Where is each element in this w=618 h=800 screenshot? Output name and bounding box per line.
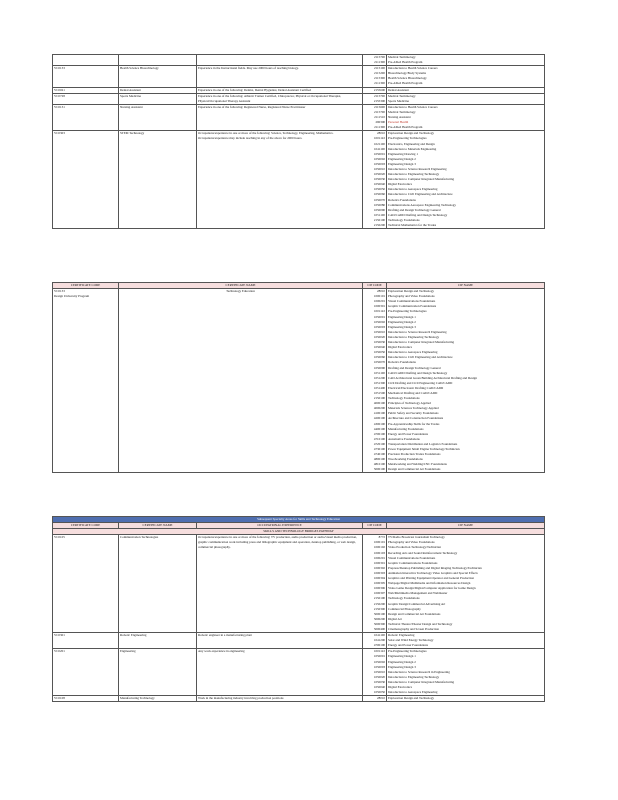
occupational-experience: Work in the manufacturing industry involving production positions xyxy=(197,696,363,702)
cip-name: Drafting and Design Technology General xyxy=(388,207,441,212)
cip-name: Public Safety and Security Foundations xyxy=(388,411,439,416)
cip-name: Web/Multimedia Management and Webmaster xyxy=(388,591,448,596)
cip-name: Introduction to Aerospace Engineering xyxy=(388,350,438,355)
cip-name: Introduction to Computer Integrated Manufacturing xyxy=(388,340,455,345)
cip-name: Digital Art xyxy=(388,616,402,621)
cip-code: 1021100 xyxy=(373,141,385,146)
cip-name: Introduction to Health Science Careers xyxy=(388,66,438,71)
cip-name: Mechanical Drafting and CAD/CADD xyxy=(388,390,438,395)
cip-code: 1050003 xyxy=(373,664,385,669)
cert-code: VC0301 xyxy=(53,633,119,649)
cip-code: 4730100 xyxy=(373,447,385,451)
table-row xyxy=(53,633,545,649)
cert-name: STEM Technology xyxy=(119,131,197,229)
cip-name: Transportation Distribution and Logistics Foundations xyxy=(388,441,458,446)
cip-code: 1050020 xyxy=(373,334,385,339)
cip-name: Pre-Apprenticeship Skills for the Trades xyxy=(388,421,440,426)
table-row xyxy=(53,55,545,66)
cip-name: Technology Foundations xyxy=(388,217,420,222)
cert-code: VC0108 xyxy=(53,696,119,702)
cert-name xyxy=(119,55,197,66)
cip-name: Architecture and Construction Foundations xyxy=(388,416,444,421)
cert-name: Sports Medicine xyxy=(119,93,197,104)
cip-name: Design and Commercial Art Foundations xyxy=(388,611,441,616)
cip-code: 1050002 xyxy=(373,319,385,324)
table-section-2 xyxy=(52,282,545,473)
table-row xyxy=(53,289,545,473)
cip-name: Visual Communications Foundations xyxy=(388,299,436,304)
cip-name: Graphics and Printing Equipment Operator and General Production xyxy=(388,576,474,581)
cip-code-list xyxy=(363,131,387,229)
cip-name: Pre-Allied Health Program xyxy=(388,125,423,130)
cert-code: VC0133 xyxy=(54,289,65,294)
cip-code: 2115700 xyxy=(373,55,385,59)
cip-code: 1000101 xyxy=(373,294,385,299)
cip-code: 2115600 xyxy=(373,104,385,109)
cip-code: 1050003 xyxy=(373,324,385,329)
cip-name: Video Game Design/Digital/Computer Application for Game Design xyxy=(388,586,476,591)
cip-name: CAD/CADD Drafting and Design Technology xyxy=(388,212,448,217)
section-band-title: Subsequent Specialty Areas for Skills and Technology Education xyxy=(53,517,545,523)
cip-code: 1050050 xyxy=(373,690,385,695)
cip-code: 1000102 xyxy=(373,545,385,550)
cip-name: Drafting and Design Technology General xyxy=(388,365,441,370)
cip-code: 1050003 xyxy=(373,161,385,166)
cip-name: Electronics, Engineering and Design xyxy=(388,141,435,146)
cip-name: Pre-Engineering Technologies xyxy=(388,649,427,654)
cip-name-list xyxy=(387,104,545,130)
cip-code: 1000101 xyxy=(373,540,385,545)
occupational-experience: Experience in one of the following: Dentist, Dental Hygienist, Dental Assistant Certified xyxy=(197,87,363,93)
cip-name: CAD Architectural Green Building Architectural Drafting and Design xyxy=(388,375,477,380)
cip-name: Visual Communications Foundations xyxy=(388,555,436,560)
cip-code: 2115100 xyxy=(373,66,385,71)
cip-name: Commercial Photography xyxy=(388,606,421,611)
cip-code: 2115200 xyxy=(373,71,385,76)
cip-name: Pre-Engineering Technologies xyxy=(388,309,427,314)
cip-name: Nursing Assistant xyxy=(388,115,411,120)
cip-code: 1000304 xyxy=(373,576,385,581)
cip-name: Materials Sciences Technology Applied xyxy=(388,406,439,411)
cip-name: Precision Production Trades Foundations xyxy=(388,452,441,457)
cip-name: Graphic Communication Foundations xyxy=(388,304,437,309)
cip-code: 4740100 xyxy=(373,452,385,457)
col-header-cipname: CIP NAME xyxy=(387,523,545,529)
cip-name: Electrical/Electronic Drafting CAD/CADD xyxy=(388,385,444,390)
cip-name: Introduction to Science Research in Engineering xyxy=(388,669,450,674)
cip-code: 28010 xyxy=(377,131,385,136)
cip-name: Digital Electronics xyxy=(388,182,412,187)
cip-name: Medical Terminology xyxy=(388,55,416,59)
cip-code: 1050040 xyxy=(373,345,385,350)
cip-code: 1050001 xyxy=(373,654,385,659)
cip-code: 4710100 xyxy=(373,436,385,441)
cip-code: 5000100 xyxy=(373,611,385,616)
table-row xyxy=(53,66,545,87)
cip-code: 2150100 xyxy=(373,596,385,601)
cip-name: Civil Drafting and Civil Engineering CAD/CADD xyxy=(388,380,453,385)
cip-name: Metalworking and Welding/CNC Foundations xyxy=(388,462,447,467)
cip-code: 1050040 xyxy=(373,182,385,187)
cip-name-list xyxy=(387,649,545,696)
cip-code: 1000301 xyxy=(373,560,385,565)
cip-code: 1050010 xyxy=(373,669,385,674)
cip-code: 28010 xyxy=(377,289,385,294)
cip-code: 1050040 xyxy=(373,685,385,689)
cip-code: 2111300 xyxy=(374,81,385,86)
cip-name: Graphic Design/Commercial Advertising Art xyxy=(388,601,446,606)
cip-name-list xyxy=(387,93,545,104)
cip-code: 4000100 xyxy=(373,401,385,406)
cip-code: 4700100 xyxy=(373,643,385,648)
cip-name: Robotics Foundations xyxy=(388,197,416,202)
col-header-code: CERTIFICATE CODE xyxy=(53,523,119,529)
cip-name: Webpage/Digital Multimedia and Information Resources Design xyxy=(388,581,471,586)
cip-code: 1050070 xyxy=(373,360,385,365)
cip-name: Exploration Design and Technology xyxy=(388,131,435,136)
cip-code: 1000302 xyxy=(373,565,385,570)
col-header-cip: CIP CODE xyxy=(363,523,387,529)
cip-name: Biotechnology/Body Systems xyxy=(388,71,426,76)
cert-code: VC0021 xyxy=(53,87,119,93)
cip-code: 1050070 xyxy=(373,197,385,202)
cip-name-list xyxy=(387,131,545,229)
cip-code: 1051300 xyxy=(373,380,385,385)
cip-name: TV/Radio Broadcast Journalism Technology xyxy=(388,535,445,540)
cip-code: 2150200 xyxy=(373,223,385,227)
cip-code: 1050030 xyxy=(373,177,385,182)
cip-code: 2155300 xyxy=(373,98,385,103)
cip-name: Engineering Design 3 xyxy=(388,161,416,166)
cip-code: 1050060 xyxy=(373,355,385,360)
cert-name: Manufacturing Technology xyxy=(119,696,197,702)
cip-code: 1050010 xyxy=(373,166,385,171)
occupational-experience: Experience in one of the following: Registered Nurse, Registered Nurse Practitioner xyxy=(197,104,363,130)
cip-name: Technical Theatre/Theater Design and Technology xyxy=(388,621,453,626)
cip-code: 1000201 xyxy=(373,299,385,304)
cert-code: VC0201 xyxy=(53,649,119,696)
cip-name: Power Equipment Small Engine Technology/Technician xyxy=(388,447,460,451)
cip-name: Engineering Design 1 xyxy=(388,654,416,659)
cip-code-list xyxy=(363,633,387,649)
cip-name-list xyxy=(387,535,545,633)
cip-code-list xyxy=(363,289,387,473)
cip-name: Energy and Power Foundations xyxy=(388,431,429,436)
cip-code: 5000400 xyxy=(373,626,385,631)
cip-code: 1050002 xyxy=(373,659,385,664)
cip-code: 2115300 xyxy=(373,76,385,81)
cip-code: 1050080 xyxy=(373,202,385,207)
cert-program: Design University Program xyxy=(54,294,90,299)
cip-code: 1051200 xyxy=(373,375,385,380)
cip-code: 1001122 xyxy=(373,136,385,141)
occupational-experience: Experience in the Instructional fields. May use 2000 hours of teaching biology. xyxy=(197,66,363,87)
cip-code: 1000303 xyxy=(373,570,385,575)
cip-code: 2115700 xyxy=(373,93,385,98)
cip-code: 1000306 xyxy=(373,586,385,591)
occupational-experience: Robotic engineer in a manufacturing plant xyxy=(197,633,363,649)
occupational-experience: Occupations/experience in one or more of the following: TV production, audio production or audio/visual media production, graphic communication work including press and lithographic equipment and operation, desktop publishing, or web design, commercial photography. xyxy=(197,535,363,633)
cip-name: Robotics Foundations xyxy=(388,360,416,365)
cip-code: 4100100 xyxy=(373,411,385,416)
cip-code: 2150300 xyxy=(373,606,385,611)
cip-code: 2111300 xyxy=(374,60,385,65)
cip-name: Pre-Allied Health Program xyxy=(388,60,423,65)
cip-name: Introduction to Materials Engineering xyxy=(388,146,437,151)
col-header-cip: CIP CODE xyxy=(363,283,387,289)
cip-name: Digital Electronics xyxy=(388,685,412,689)
cip-name: Pre-Allied Health Program xyxy=(388,81,423,86)
table-row xyxy=(53,696,545,702)
cip-code: 4000200 xyxy=(373,406,385,411)
cip-code: 1050030 xyxy=(373,679,385,684)
cip-code: 1001122 xyxy=(373,309,385,314)
occupational-experience: Experience in one of the following: Athletic Trainer Certified, Chiropractor, Physical or Occupational Therapist, Physical/Occupational Therapy Assistant xyxy=(197,93,363,104)
cip-code: 1000305 xyxy=(373,581,385,586)
table-row xyxy=(53,535,545,633)
cip-name: Video Production Technology/Technician xyxy=(388,545,441,550)
table-row xyxy=(53,104,545,130)
cip-name: Animation Interactive Technology Video Graphics and Special Effects xyxy=(388,570,478,575)
cip-name: Engineering Design 3 xyxy=(388,324,416,329)
occupational-experience: Any work experience in engineering xyxy=(197,649,363,696)
cip-code: 1050050 xyxy=(373,350,385,355)
cip-name: Technology Foundations xyxy=(388,596,420,601)
cip-name: Exploration Design and Technology xyxy=(388,289,435,294)
cip-name: Health Science Biotechnology xyxy=(388,76,427,81)
cip-code: 8772 xyxy=(378,535,385,540)
occupational-experience xyxy=(197,55,363,66)
cip-code-list xyxy=(363,93,387,104)
cip-code: 4400100 xyxy=(373,426,385,431)
cip-name: Engineering Design 2 xyxy=(388,156,416,161)
cip-name: Automotive Foundations xyxy=(388,436,420,441)
cip-name: Introduction to Aerospace Engineering xyxy=(388,690,438,695)
cip-code: 1051100 xyxy=(373,212,385,217)
cip-name: Engineering Design 2 xyxy=(388,659,416,664)
cip-code: 4810100 xyxy=(373,462,385,467)
cip-code: 1041100 xyxy=(373,633,385,638)
table-row xyxy=(53,649,545,696)
cert-name: Dental Assistant xyxy=(119,87,197,93)
cert-name: Health Science Biotechnology xyxy=(119,66,197,87)
cip-code: 1050001 xyxy=(373,314,385,319)
cip-code: 1050050 xyxy=(373,187,385,192)
cip-code: 1050020 xyxy=(373,172,385,177)
cip-code: 1050090 xyxy=(373,207,385,212)
cip-code: 1041200 xyxy=(373,638,385,643)
cert-code: VC0303 xyxy=(53,131,119,229)
cip-name: Engineering Design 2 xyxy=(388,319,416,324)
cert-code xyxy=(53,55,119,66)
cip-name-list xyxy=(387,289,545,473)
cip-code: 4200100 xyxy=(373,416,385,421)
cip-code: 5000100 xyxy=(373,467,385,472)
cip-code: 1050060 xyxy=(373,192,385,197)
cip-code: 1041100 xyxy=(373,146,385,151)
cip-name: Medical Terminology xyxy=(388,109,416,114)
cip-name: Sports Medicine xyxy=(388,98,409,103)
cert-name: Robotic Engineering xyxy=(119,633,197,649)
cip-code: 28010 xyxy=(377,696,385,701)
cip-name: Introduction to Civil Engineering and Architecture xyxy=(388,192,453,197)
cip-name: Introduction to Science Research Engineering xyxy=(388,166,447,171)
cip-name: CAD/CADD Drafting and Design Technology xyxy=(388,370,448,375)
cip-code: 2111510 xyxy=(374,115,385,120)
cip-code: 1000307 xyxy=(373,591,385,596)
cip-name: Solar and Wind Energy Technology xyxy=(388,638,434,643)
cip-name: Photography and Video Foundations xyxy=(388,294,435,299)
cip-name-list xyxy=(387,55,545,66)
cert-code: VC0105 xyxy=(53,535,119,633)
cip-name: Introduction to Engineering Technology xyxy=(388,334,440,339)
cip-code: 1051500 xyxy=(373,390,385,395)
cip-name: Graphic Communications Foundations xyxy=(388,560,438,565)
cip-name: Introduction to Engineering Technology xyxy=(388,172,440,177)
cip-code: 290300 xyxy=(375,120,385,125)
cip-code: 1001122 xyxy=(373,649,385,654)
cip-code: 1000103 xyxy=(373,550,385,555)
cip-name: Design and Commercial Art Foundations xyxy=(388,467,441,472)
cip-name-list xyxy=(387,633,545,649)
cert-code: VC0728 xyxy=(53,93,119,104)
cip-code: 1050030 xyxy=(373,340,385,345)
cert-name: Nursing Assistant xyxy=(119,104,197,130)
cip-code: 2111300 xyxy=(374,125,385,130)
cip-code: 2150100 xyxy=(373,396,385,401)
cip-name: Introduction to Computer Integrated Manufacturing xyxy=(388,177,455,182)
col-header-name: CERTIFICATE NAME xyxy=(119,283,363,289)
cip-name: Principles of Technology Applied xyxy=(388,401,431,406)
cip-code: 1051100 xyxy=(373,370,385,375)
cip-name: Medical Terminology xyxy=(388,93,416,98)
table-section-3 xyxy=(52,516,545,702)
cert-name: Communication Technologies xyxy=(119,535,197,633)
cip-code: 2155600 xyxy=(373,87,385,92)
cip-code: 1050020 xyxy=(373,674,385,679)
cip-name: Personal Health xyxy=(388,120,409,125)
cip-name: Introduction to Computer Integrated Manufacturing xyxy=(388,679,455,684)
cip-code: 1051400 xyxy=(373,385,385,390)
cip-code: 4700100 xyxy=(373,431,385,436)
cip-name: Pre-Engineering Technologies xyxy=(388,136,427,141)
cip-name: Robotic Engineering xyxy=(388,633,415,638)
cip-name: Recording Arts and Sound Reinforcement Technology xyxy=(388,550,458,555)
table-row xyxy=(53,131,545,229)
cip-code: 4720100 xyxy=(373,441,385,446)
pathway-title: SKILLS AND TECHNOLOGY BRIDGES PATHWAY xyxy=(53,529,545,535)
cip-code-list xyxy=(363,535,387,633)
cip-code-list xyxy=(363,649,387,696)
cip-name: Introduction to Science Research Engineering xyxy=(388,329,447,334)
cip-code: 1050090 xyxy=(373,365,385,370)
cip-name-list xyxy=(387,66,545,87)
cert-name: Technology Education xyxy=(119,289,363,473)
cip-code: 1050001 xyxy=(373,151,385,156)
table-row xyxy=(53,93,545,104)
cip-name: Technology Foundations xyxy=(388,396,420,401)
cip-name: Engineering Design 1 xyxy=(388,314,416,319)
col-header-cipname: CIP NAME xyxy=(387,283,545,289)
cip-name: Communications Aerospace Engineering Technology xyxy=(388,202,456,207)
cip-name: Engineering Design 3 xyxy=(388,664,416,669)
cip-name: Energy and Power Foundations xyxy=(388,643,429,648)
cip-code: 2115700 xyxy=(373,109,385,114)
cip-name-list xyxy=(387,696,545,702)
cert-code: VC0131 xyxy=(53,104,119,130)
table-section-1 xyxy=(52,54,545,229)
cip-name: Cinematography and Screen Production xyxy=(388,626,439,631)
cip-code: 4300100 xyxy=(373,421,385,426)
cip-name: Photography and Video Foundations xyxy=(388,540,435,545)
cip-code-list xyxy=(363,104,387,130)
cip-name: Manufacturing Foundations xyxy=(388,426,424,431)
cert-name: Engineering xyxy=(119,649,197,696)
cip-name: Introduction to Civil Engineering and Architecture xyxy=(388,355,453,360)
cip-name: Engineering Drawing 1 xyxy=(388,151,418,156)
cip-code-list xyxy=(363,66,387,87)
cip-code: 2150100 xyxy=(373,217,385,222)
cip-name: Introduction to Engineering Technology xyxy=(388,674,440,679)
cip-name: Technical Mathematics for the Trades xyxy=(388,223,437,227)
cip-code: 1050010 xyxy=(373,329,385,334)
cip-code: 4800100 xyxy=(373,457,385,462)
col-header-experience: OCCUPATIONAL EXPERIENCE xyxy=(197,523,363,529)
cip-code: 5000300 xyxy=(373,621,385,626)
cip-name: Dental Assistant xyxy=(388,87,409,92)
col-header-name: CERTIFICATE NAME xyxy=(119,523,197,529)
cip-code: 2150200 xyxy=(373,601,385,606)
cip-code: 1000301 xyxy=(373,304,385,309)
cip-code: 1000201 xyxy=(373,555,385,560)
cert-code: VC0133 xyxy=(53,66,119,87)
cip-code: 1050002 xyxy=(373,156,385,161)
cip-name: Introduction to Health Science Careers xyxy=(388,104,438,109)
cip-name: Prepress/Desktop Publishing and Digital Imaging Technology/Technician xyxy=(388,565,482,570)
cip-code-list xyxy=(363,55,387,66)
col-header-code: CERTIFICATE CODE xyxy=(53,283,119,289)
cip-code-list xyxy=(363,696,387,702)
cip-code: 5000200 xyxy=(373,616,385,621)
cip-name: Digital Electronics xyxy=(388,345,412,350)
cip-name: Introduction to Aerospace Engineering xyxy=(388,187,438,192)
occupational-experience: Occupations/experience in one or more of the following: Science, Technology, Engineering, Mathematics. Occupations/experience may include teaching in any of the above for 2000 hours. xyxy=(197,131,363,229)
cip-name: Woodworking Foundations xyxy=(388,457,423,462)
cip-name: Exploration Design and Technology xyxy=(388,696,435,701)
